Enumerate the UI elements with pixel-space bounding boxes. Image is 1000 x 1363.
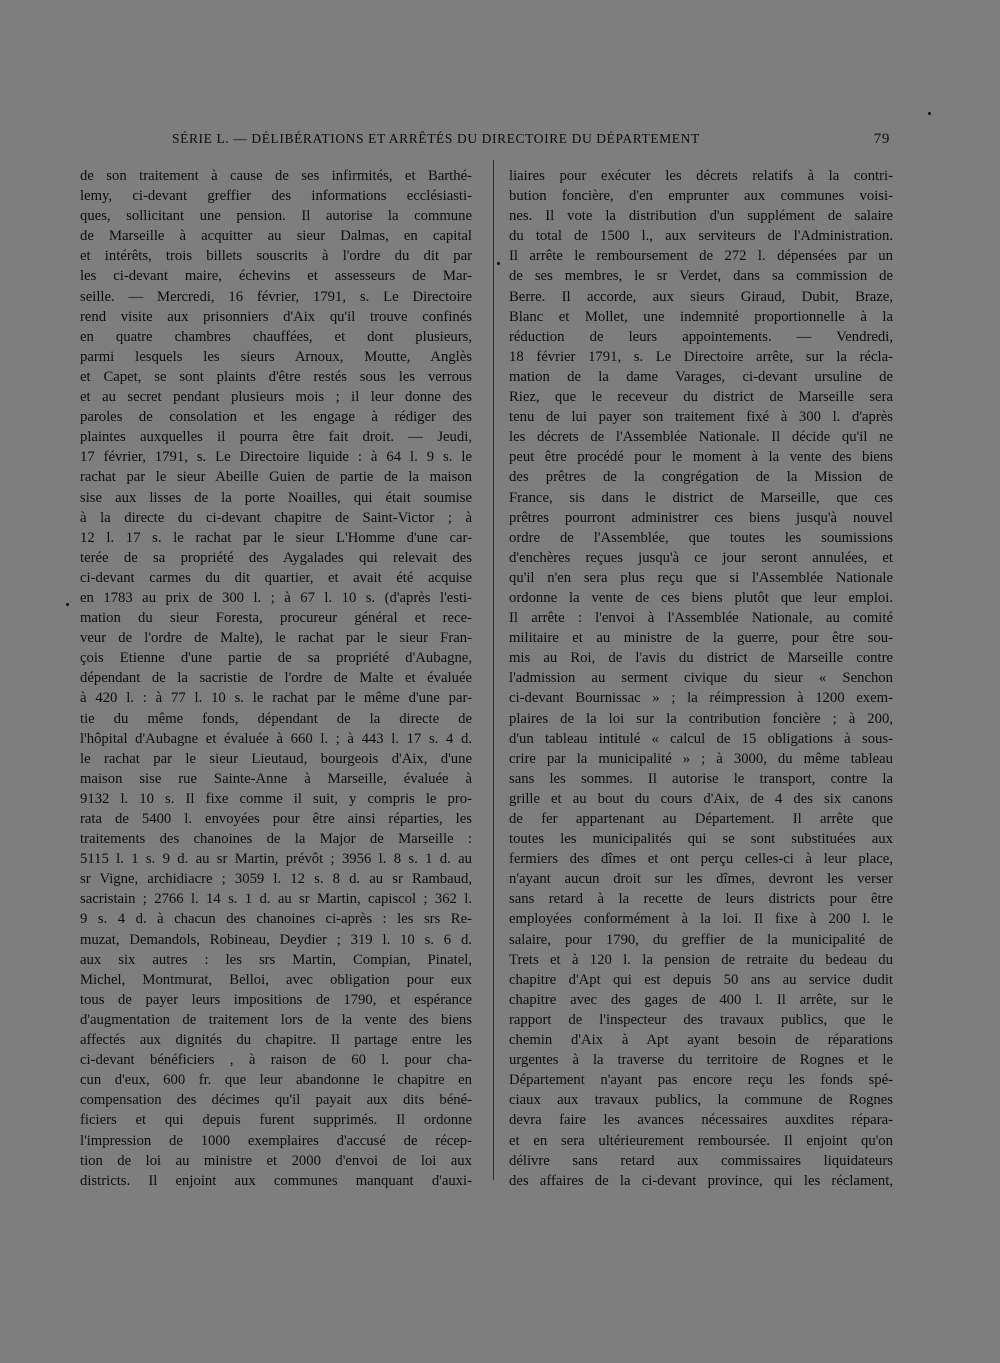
text-line: les décrets de l'Assemblée Nationale. Il décide qu'il ne <box>509 429 893 446</box>
text-line: l'impression de 1000 exemplaires d'accusé de récep- <box>80 1132 472 1149</box>
text-line: de Marseille à acquitter au sieur Dalmas, en capital <box>80 228 472 245</box>
text-line: ques, sollicitant une pension. Il autorise la commune <box>80 208 472 225</box>
text-line: maison sise rue Sainte-Anne à Marseille, évaluée à <box>80 770 472 787</box>
text-line: sr Vigne, archidiacre ; 3059 l. 12 s. 8 d. au sr Rambaud, <box>80 871 472 888</box>
text-line: sacristain ; 2766 l. 14 s. 1 d. au sr Martin, capiscol ; 362 l. <box>80 891 472 908</box>
text-line: muzat, Demandols, Robineau, Deydier ; 319 l. 10 s. 6 d. <box>80 931 472 948</box>
right-column <box>509 166 893 1191</box>
print-speck <box>928 112 931 115</box>
text-line: ficiers et qui depuis furent supprimés. Il ordonne <box>80 1112 472 1129</box>
text-line: rachat par le sieur Abeille Guien de partie de la maison <box>80 469 472 486</box>
text-line: et en sera ultérieurement remboursée. Il enjoint qu'on <box>509 1132 893 1149</box>
text-line: ordre de l'Assemblée, que toutes les soumissions <box>509 529 893 546</box>
text-line: fermiers des dîmes et ont perçu celles-ci à leur place, <box>509 851 893 868</box>
text-line: du total de 1500 l., aux serviteurs de l'Administration. <box>509 228 893 245</box>
text-line: sans les sommes. Il autorise le transport, contre la <box>509 770 893 787</box>
text-line: plaintes auxquelles il pourra être fait droit. — Jeudi, <box>80 429 472 446</box>
text-line: 5115 l. 1 s. 9 d. au sr Martin, prévôt ; 3956 l. 8 s. 1 d. au <box>80 851 472 868</box>
text-line: peut être procédé pour le moment à la vente des biens <box>509 449 893 466</box>
text-line: d'un tableau intitulé « calcul de 15 obligations à sous- <box>509 730 893 747</box>
text-line: urgentes à la traverse du territoire de Rognes et le <box>509 1052 893 1069</box>
text-line: prêtres pourront administrer ces biens jusqu'à nouvel <box>509 509 893 526</box>
text-line: ci-devant Bournissac » ; la réimpression à 1200 exem- <box>509 690 893 707</box>
text-line: Blanc et Mollet, une indemnité proportionnelle à la <box>509 308 893 325</box>
text-line: l'hôpital d'Aubagne et évaluée à 660 l. ; à 443 l. 17 s. 4 d. <box>80 730 472 747</box>
text-line: chapitre avec des gages de 400 l. Il arrête, sur le <box>509 991 893 1008</box>
left-column <box>80 166 472 1191</box>
running-header <box>172 131 890 151</box>
text-line: parmi lesquels les sieurs Arnoux, Moutte, Anglès <box>80 348 472 365</box>
text-line: nes. Il vote la distribution d'un supplément de salaire <box>509 208 893 225</box>
text-line: traitements des chanoines de la Major de Marseille : <box>80 831 472 848</box>
text-line: seille. — Mercredi, 16 février, 1791, s. Le Directoire <box>80 288 472 305</box>
text-line: délivre sans retard aux commissaires liquidateurs <box>509 1152 893 1169</box>
text-line: France, sis dans le district de Marseille, que ces <box>509 489 893 506</box>
text-line: 12 l. 17 s. le rachat par le sieur L'Homme d'une car- <box>80 529 472 546</box>
text-line: l'admission au serment civique du sieur « Senchon <box>509 670 893 687</box>
column-divider <box>493 160 494 1180</box>
text-line: Trets et à 120 l. la pension de retraite du bedeau du <box>509 951 893 968</box>
text-line: Il arrête le remboursement de 272 l. dépensées par un <box>509 248 893 265</box>
text-line: mation du sieur Foresta, procureur général et rece- <box>80 610 472 627</box>
text-line: ci-devant bénéficiers , à raison de 60 l. pour cha- <box>80 1052 472 1069</box>
text-line: tous de payer leurs impositions de 1790, et espérance <box>80 991 472 1008</box>
text-line: grille et au bout du cours d'Aix, de 4 des six canons <box>509 790 893 807</box>
text-line: toutes les municipalités qui se sont substituées aux <box>509 831 893 848</box>
text-line: n'ayant aucun droit sur les dîmes, devront les verser <box>509 871 893 888</box>
text-line: cun d'eux, 600 fr. que leur abandonne le chapitre en <box>80 1072 472 1089</box>
text-line: des affaires de la ci-devant province, qui les réclament, <box>509 1172 893 1189</box>
text-line: çois Etienne d'une partie de sa propriété d'Aubagne, <box>80 650 472 667</box>
text-line: le rachat par le sieur Lieutaud, bourgeois d'Aix, d'une <box>80 750 472 767</box>
text-line: districts. Il enjoint aux communes manquant d'auxi- <box>80 1172 472 1189</box>
text-line: en 1783 au prix de 300 l. ; à 67 l. 10 s. (d'après l'esti- <box>80 589 472 606</box>
text-line: lemy, ci-devant greffier des informations ecclésiasti- <box>80 188 472 205</box>
text-line: de fer appartenant au Département. Il arrête que <box>509 811 893 827</box>
print-speck <box>497 262 500 265</box>
text-line: tie du même fonds, dépendant de la directe de <box>80 710 472 727</box>
text-line: les ci-devant maire, échevins et assesseurs de Mar- <box>80 268 472 285</box>
text-line: dépendant de la sacristie de l'ordre de Malte et évaluée <box>80 670 472 687</box>
text-line: ci-devant carmes du dit quartier, et avait été acquise <box>80 569 472 586</box>
text-line: 9132 l. 10 s. Il fixe comme il suit, y compris le pro- <box>80 790 472 807</box>
text-line: militaire et au ministre de la guerre, pour être sou- <box>509 630 893 647</box>
text-line: crire par la municipalité » ; à 3000, du même tableau <box>509 750 893 767</box>
text-line: des prêtres de la congrégation de la Mission de <box>509 469 893 486</box>
text-line: et Capet, se sont plaints d'être restés sous les verrous <box>80 368 472 385</box>
text-line: Riez, que le receveur du district de Marseille sera <box>509 389 893 406</box>
text-line: terée de sa propriété des Aygalades qui relevait des <box>80 549 472 566</box>
text-line: affectés aux dignités du chapitre. Il partage entre les <box>80 1032 472 1049</box>
text-line: Département n'ayant pas encore reçu les fonds spé- <box>509 1072 893 1089</box>
text-line: qu'il n'en sera plus reçu que si l'Assemblée Nationale <box>509 569 893 586</box>
text-line: de ses membres, le sr Verdet, dans sa commission de <box>509 268 893 285</box>
text-line: devra faire les avances nécessaires auxdites répara- <box>509 1112 893 1129</box>
text-line: Michel, Montmurat, Belloi, avec obligation pour eux <box>80 971 472 988</box>
text-line: chapitre d'Apt qui est depuis 50 ans au service dudit <box>509 971 893 988</box>
text-line: tenu de lui payer son traitement fixé à 300 l. d'après <box>509 409 893 426</box>
text-line: et intérêts, trois billets souscrits à l'ordre du dit par <box>80 248 472 265</box>
text-line: paroles de consolation et les engage à rédiger des <box>80 409 472 426</box>
text-line: réduction de leurs appointements. — Vendredi, <box>509 328 893 345</box>
text-line: compensation des décimes qu'il payait aux dits béné- <box>80 1092 472 1109</box>
text-line: chemin d'Aix à Apt ayant besoin de réparations <box>509 1032 893 1049</box>
text-line: rend visite aux prisonniers d'Aix qu'il trouve confinés <box>80 308 472 325</box>
text-line: en quatre chambres chauffées, et dont plusieurs, <box>80 328 472 345</box>
text-line: ciaux aux travaux publics, la commune de Rognes <box>509 1092 893 1109</box>
text-line: ordonne la vente de ces biens plutôt que leur emploi. <box>509 589 893 606</box>
text-line: veur de l'ordre de Malte), le rachat par le sieur Fran- <box>80 630 472 647</box>
text-line: employées conformément à la loi. Il fixe à 200 l. le <box>509 911 893 928</box>
text-line: tion de loi au ministre et 2000 d'envoi de loi aux <box>80 1152 472 1169</box>
text-line: de son traitement à cause de ses infirmités, et Barthé- <box>80 168 472 184</box>
text-line: 17 février, 1791, s. Le Directoire liquide : à 64 l. 9 s. le <box>80 449 472 466</box>
print-speck <box>66 603 69 606</box>
text-line: plaires de la loi sur la contribution foncière ; à 200, <box>509 710 893 727</box>
text-line: sise aux lisses de la porte Noailles, qui était soumise <box>80 489 472 506</box>
text-line: d'augmentation de traitement lors de la vente des biens <box>80 1011 472 1028</box>
header-title: SÉRIE L. — DÉLIBÉRATIONS ET ARRÊTÉS DU DIRECTOIRE DU DÉPARTEMENT <box>172 131 700 146</box>
text-line: rata de 5400 l. envoyées pour être ainsi réparties, les <box>80 811 472 827</box>
text-line: sans retard à la recette de leurs districts pour être <box>509 891 893 908</box>
text-line: 9 s. 4 d. à chacun des chanoines ci-après : les srs Re- <box>80 911 472 928</box>
text-line: salaire, pour 1790, du greffier de la municipalité de <box>509 931 893 948</box>
text-line: bution foncière, d'en emprunter aux communes voisi- <box>509 188 893 205</box>
text-line: à la directe du ci-devant chapitre de Saint-Victor ; à <box>80 509 472 526</box>
text-line: 18 février 1791, s. Le Directoire arrête, sur la récla- <box>509 348 893 365</box>
text-line: mation de la dame Varages, ci-devant ursuline de <box>509 368 893 385</box>
text-line: Il arrête : l'envoi à l'Assemblée Nationale, au comité <box>509 610 893 627</box>
text-line: liaires pour exécuter les décrets relatifs à la contri- <box>509 168 893 184</box>
text-line: à 420 l. : à 77 l. 10 s. le rachat par le même d'une par- <box>80 690 472 707</box>
text-line: mis au Roi, de l'avis du district de Marseille contre <box>509 650 893 667</box>
text-line: d'enchères reçues jusqu'à ce jour seront annulées, et <box>509 549 893 566</box>
text-line: rapport de l'inspecteur des travaux publics, que le <box>509 1011 893 1028</box>
page-number: 79 <box>873 131 890 147</box>
text-line: Berre. Il accorde, aux sieurs Giraud, Dubit, Braze, <box>509 288 893 305</box>
text-line: et au secret pendant plusieurs mois ; il leur donne des <box>80 389 472 406</box>
text-line: aux six autres : les srs Martin, Compian, Pinatel, <box>80 951 472 968</box>
